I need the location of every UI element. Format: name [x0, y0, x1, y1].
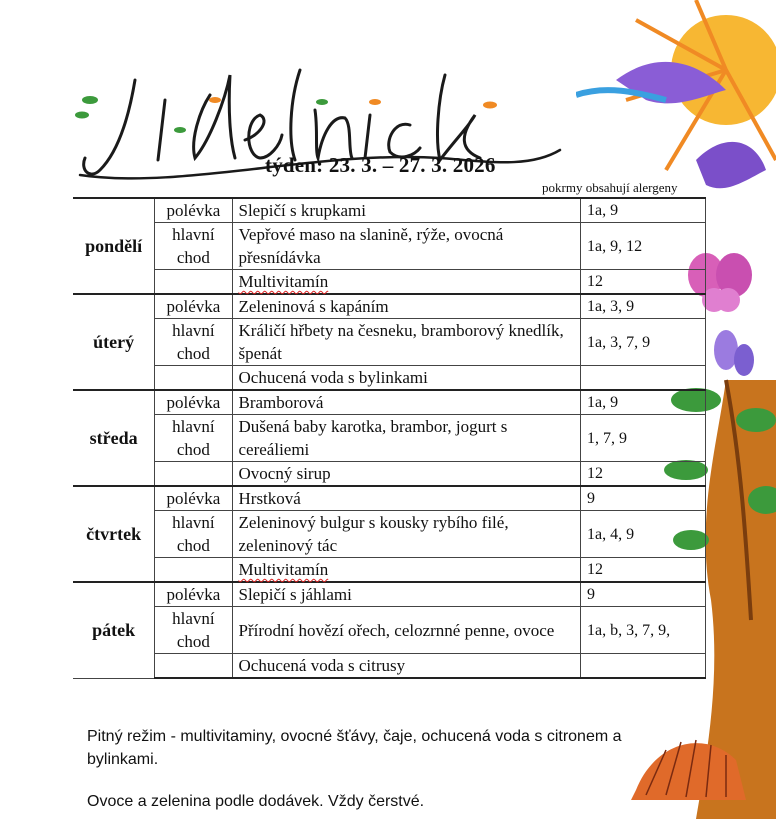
soup-dish: Slepičí s krupkami	[232, 198, 581, 223]
soup-dish: Slepičí s jáhlami	[232, 582, 581, 607]
allergens: 12	[581, 270, 706, 295]
table-row	[73, 462, 706, 487]
main-dish: Vepřové maso na slanině, rýže, ovocná přesnídávka	[232, 223, 581, 270]
table-row	[73, 294, 706, 319]
soup-dish: Hrstková	[232, 486, 581, 511]
allergens: 1a, 3, 7, 9	[581, 319, 706, 366]
allergens: 9	[581, 486, 706, 511]
drink-text: Multivitamín	[238, 560, 329, 579]
allergen-note: pokrmy obsahují alergeny	[542, 180, 678, 195]
table-row	[73, 223, 706, 270]
course-label: hlavní chod	[155, 607, 232, 654]
table-row	[73, 582, 706, 607]
table-row	[73, 654, 706, 679]
table-row	[73, 511, 706, 558]
course-label: polévka	[155, 198, 232, 223]
main-dish: Zeleninový bulgur s kousky rybího filé, zeleninový tác	[232, 511, 581, 558]
table-row	[73, 558, 706, 583]
course-label: polévka	[155, 294, 232, 319]
table-row	[73, 319, 706, 366]
table-row	[73, 270, 706, 295]
produce-note: Ovoce a zelenina podle dodávek. Vždy čerstvé.	[87, 793, 425, 810]
course-label-empty	[155, 462, 232, 487]
allergens: 1a, 9	[581, 390, 706, 415]
drink	[232, 270, 581, 295]
butterfly-icon	[714, 330, 754, 376]
day-name: úterý	[73, 294, 155, 390]
allergens	[581, 366, 706, 391]
course-label-empty	[155, 366, 232, 391]
allergens: 1a, 4, 9	[581, 511, 706, 558]
allergens: 1a, b, 3, 7, 9,	[581, 607, 706, 654]
main-dish: Přírodní hovězí ořech, celozrnné penne, ovoce	[232, 607, 581, 654]
drink: Ochucená voda s citrusy	[232, 654, 581, 679]
drink-text: Multivitamín	[238, 272, 329, 291]
allergens: 12	[581, 462, 706, 487]
course-label: hlavní chod	[155, 223, 232, 270]
drink: Ochucená voda s bylinkami	[232, 366, 581, 391]
allergens: 1a, 9, 12	[581, 223, 706, 270]
menu-table	[73, 197, 706, 679]
main-dish: Králičí hřbety na česneku, bramborový knedlík, špenát	[232, 319, 581, 366]
drink: Ovocný sirup	[232, 462, 581, 487]
allergens: 1a, 3, 9	[581, 294, 706, 319]
day-name: čtvrtek	[73, 486, 155, 582]
table-row	[73, 390, 706, 415]
allergens: 12	[581, 558, 706, 583]
drinking-regime-note: Pitný režim - multivitaminy, ovocné šťávy, čaje, ochucená voda s citronem a bylinkami.	[87, 728, 622, 768]
allergens: 1, 7, 9	[581, 415, 706, 462]
course-label: hlavní chod	[155, 511, 232, 558]
bird-icon	[696, 142, 766, 188]
course-label-empty	[155, 558, 232, 583]
table-row	[73, 415, 706, 462]
allergens	[581, 654, 706, 679]
table-row	[73, 198, 706, 223]
soup-dish: Zeleninová s kapáním	[232, 294, 581, 319]
course-label: polévka	[155, 486, 232, 511]
day-name: pondělí	[73, 198, 155, 294]
course-label-empty	[155, 270, 232, 295]
day-name: středa	[73, 390, 155, 486]
allergens: 1a, 9	[581, 198, 706, 223]
course-label: polévka	[155, 582, 232, 607]
day-name: pátek	[73, 582, 155, 678]
main-dish: Dušená baby karotka, brambor, jogurt s cereáliemi	[232, 415, 581, 462]
allergens: 9	[581, 582, 706, 607]
drink	[232, 558, 581, 583]
week-range: týden: 23. 3. – 27. 3. 2026	[265, 153, 496, 177]
course-label: polévka	[155, 390, 232, 415]
table-row	[73, 366, 706, 391]
course-label: hlavní chod	[155, 319, 232, 366]
soup-dish: Bramborová	[232, 390, 581, 415]
course-label-empty	[155, 654, 232, 679]
table-row	[73, 607, 706, 654]
course-label: hlavní chod	[155, 415, 232, 462]
table-row	[73, 486, 706, 511]
